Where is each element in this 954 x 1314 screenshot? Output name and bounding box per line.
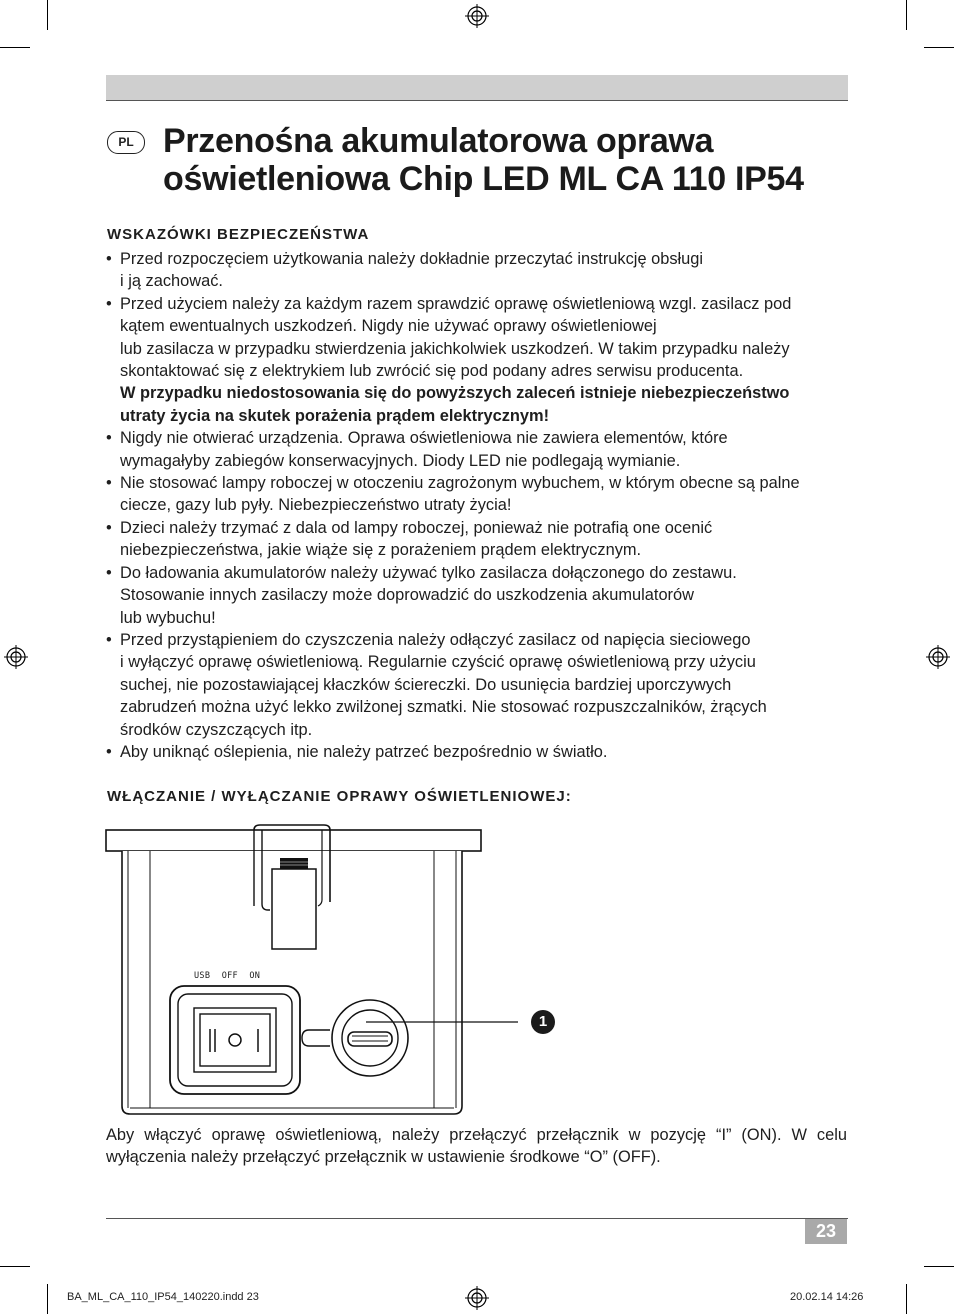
- crop-mark: [0, 1266, 30, 1267]
- list-item: • Dzieci należy trzymać z dala od lampy roboczej, ponieważ nie potrafią one ocenić niebezpieczeństwa, jakie wiąże się z porażeniem prądem elektrycznym.: [106, 517, 850, 562]
- device-illustration: [104, 824, 564, 1120]
- callout-number: 1: [531, 1010, 555, 1034]
- crop-mark: [924, 47, 954, 48]
- page-number: 23: [805, 1219, 847, 1244]
- list-item-text: lub wybuchu!: [120, 608, 216, 627]
- language-badge: PL: [107, 131, 145, 154]
- list-item-text: Nigdy nie otwierać urządzenia. Oprawa oświetleniowa nie zawiera elementów, które: [120, 429, 728, 448]
- safety-list: [106, 248, 850, 763]
- list-item-text: lub zasilacza w przypadku stwierdzenia jakichkolwiek uszkodzeń. W takim przypadku należy: [120, 339, 790, 358]
- crop-mark: [924, 1266, 954, 1267]
- list-item-text: Przed rozpoczęciem użytkowania należy dokładnie przeczytać instrukcję obsługi: [120, 250, 704, 268]
- header-bar: [106, 75, 848, 101]
- registration-mark-icon: [4, 645, 28, 669]
- list-item-text: skontaktować się z elektrykiem lub zwrócić się pod podany adres serwisu producenta.: [120, 362, 744, 381]
- list-item-text: zabrudzeń można użyć lekko zwilżonej szmatki. Nie stosować rozpuszczalników, żrących: [120, 698, 767, 717]
- list-item-text: niebezpieczeństwa, jakie wiąże się z porażeniem prądem elektrycznym.: [120, 541, 642, 560]
- registration-mark-icon: [926, 645, 950, 669]
- page-title: [163, 122, 843, 198]
- list-item-text: kątem ewentualnych uszkodzeń. Nigdy nie używać oprawy oświetleniowej: [120, 317, 657, 336]
- list-item: • Przed przystąpieniem do czyszczenia należy odłączyć zasilacz od napięcia sieciowego i wyłączyć oprawę oświetleniową. Regularnie czyścić oprawę oświetleniową przy użyciu suchej, nie pozostawiającej kłaczków ściereczki. Do usunięcia bardziej uporczywych zabrudzeń można użyć lekko zwilżonej szmatki. Nie stosować rozpuszczalników, żrących środków czyszczących itp.: [106, 629, 850, 741]
- title-line: oświetleniowa Chip LED ML CA 110 IP54: [163, 160, 804, 198]
- list-item-text: Przed użyciem należy za każdym razem sprawdzić oprawę oświetleniową wzgl. zasilacz pod: [120, 294, 792, 313]
- list-item-text: ciecze, gazy lub pyły. Niebezpieczeństwo utraty życia!: [120, 496, 512, 515]
- list-item: • Przed użyciem należy za każdym razem sprawdzić oprawę oświetleniową wzgl. zasilacz pod kątem ewentualnych uszkodzeń. Nigdy nie używać oprawy oświetleniowej lub zasilacza w przypadku stwierdzenia jakichkolwiek uszkodzeń. W takim przypadku należy skontaktować się z elektrykiem lub zwrócić się pod podany adres serwisu producenta. W przypadku niedostosowania się do powyższych zaleceń istnieje niebezpieczeństwo utraty życia na skutek porażenia prądem elektrycznym!: [106, 293, 850, 427]
- switching-caption: Aby włączyć oprawę oświetleniową, należy przełączyć przełącznik w pozycję “I” (ON). W celu wyłączenia należy przełączyć przełącznik w ustawienie środkowe “O” (OFF).: [106, 1126, 847, 1167]
- list-item-text: Do ładowania akumulatorów należy używać tylko zasilacza dołączonego do zestawu.: [120, 563, 737, 582]
- list-item-text: Aby uniknąć oślepienia, nie należy patrzeć bezpośrednio w światło.: [120, 742, 608, 761]
- safety-heading: WSKAZÓWKI BEZPIECZEŃSTWA: [107, 226, 370, 243]
- switch-label-on: ON: [249, 971, 261, 981]
- switch-label-usb: USB: [194, 971, 211, 981]
- list-item-text: wymagałyby zabiegów konserwacyjnych. Diody LED nie podlegają wymianie.: [120, 451, 681, 470]
- crop-mark: [906, 1284, 907, 1314]
- warning-text: W przypadku niedostosowania się do powyższych zaleceń istnieje niebezpieczeństwo: [120, 384, 790, 403]
- switch-label-off: OFF: [221, 971, 238, 981]
- list-item-text: środków czyszczących itp.: [120, 720, 313, 739]
- list-item-text: Dzieci należy trzymać z dala od lampy roboczej, ponieważ nie potrafią one ocenić: [120, 518, 713, 537]
- switch-labels: [194, 971, 268, 981]
- slug-date: 20.02.14 14:26: [790, 1291, 864, 1303]
- title-line: Przenośna akumulatorowa oprawa: [163, 122, 714, 160]
- switching-heading: WŁĄCZANIE / WYŁĄCZANIE OPRAWY OŚWIETLENIOWEJ:: [107, 788, 572, 805]
- list-item: • Aby uniknąć oślepienia, nie należy patrzeć bezpośrednio w światło.: [106, 741, 850, 763]
- list-item-text: i ją zachować.: [120, 272, 223, 291]
- crop-mark: [47, 0, 48, 30]
- list-item-text: Przed przystąpieniem do czyszczenia należy odłączyć zasilacz od napięcia sieciowego: [120, 630, 751, 649]
- list-item: • Przed rozpoczęciem użytkowania należy dokładnie przeczytać instrukcję obsługi i ją zachować.: [106, 248, 850, 293]
- registration-mark-icon: [465, 1286, 489, 1310]
- slug-file: BA_ML_CA_110_IP54_140220.indd 23: [67, 1291, 259, 1303]
- list-item: • Nie stosować lampy roboczej w otoczeniu zagrożonym wybuchem, w którym obecne są palne ciecze, gazy lub pyły. Niebezpieczeństwo utraty życia!: [106, 472, 850, 517]
- registration-mark-icon: [465, 4, 489, 28]
- list-item-text: Stosowanie innych zasilaczy może doprowadzić do uszkodzenia akumulatorów: [120, 586, 694, 605]
- list-item-text: i wyłączyć oprawę oświetleniową. Regularnie czyścić oprawę oświetleniową przy użyciu: [120, 653, 756, 672]
- crop-mark: [0, 47, 30, 48]
- list-item-text: Nie stosować lampy roboczej w otoczeniu zagrożonym wybuchem, w którym obecne są palne: [120, 474, 800, 493]
- warning-text: utraty życia na skutek porażenia prądem elektrycznym!: [120, 406, 550, 425]
- crop-mark: [906, 0, 907, 30]
- crop-mark: [47, 1284, 48, 1314]
- footer-divider: [106, 1218, 848, 1219]
- list-item: • Nigdy nie otwierać urządzenia. Oprawa oświetleniowa nie zawiera elementów, które wymagałyby zabiegów konserwacyjnych. Diody LED nie podlegają wymianie.: [106, 427, 850, 472]
- list-item-text: suchej, nie pozostawiającej kłaczków ściereczki. Do usunięcia bardziej uporczywych: [120, 675, 732, 694]
- list-item: • Do ładowania akumulatorów należy używać tylko zasilacza dołączonego do zestawu. Stosowanie innych zasilaczy może doprowadzić do uszkodzenia akumulatorów lub wybuchu!: [106, 562, 850, 629]
